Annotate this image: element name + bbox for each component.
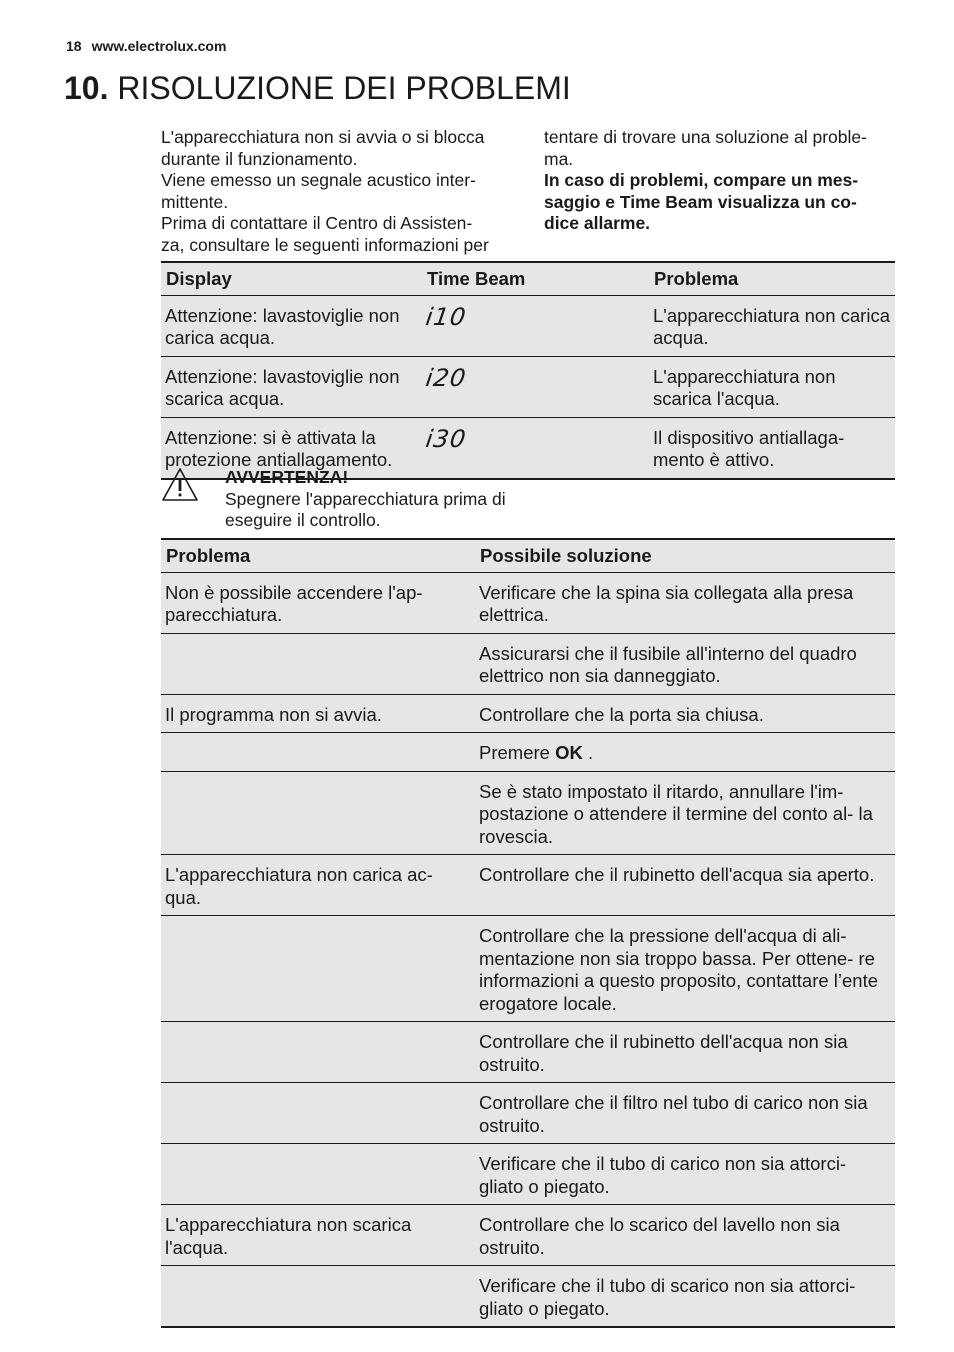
intro-bold-line: In caso di problemi, compare un mes- <box>544 170 859 190</box>
column-header-problem: Problema <box>649 262 895 295</box>
problem-cell <box>161 1266 475 1328</box>
intro-line: Prima di contattare il Centro di Assisten- <box>161 213 473 233</box>
table-row <box>161 1205 895 1266</box>
troubleshooting-table <box>161 538 895 1328</box>
problem-cell <box>161 733 475 772</box>
intro-line: mittente. <box>161 191 229 212</box>
table-row <box>161 855 895 916</box>
table-row <box>161 1022 895 1083</box>
intro-line: ma. <box>544 148 574 169</box>
solution-cell: Controllare che la pressione dell'acqua di ali- mentazione non sia troppo bassa. Per ottene- re informazioni a questo proposito, contattare l’ente erogatore locale. <box>475 916 895 1022</box>
intro-left-column <box>161 127 521 256</box>
problem-cell <box>161 1083 475 1144</box>
problem-cell: Il programma non si avvia. <box>161 694 475 733</box>
site-url[interactable]: www.electrolux.com <box>91 38 227 54</box>
problem-description: Il dispositivo antiallaga- mento è attivo. <box>649 417 895 479</box>
alarm-code: i30 <box>424 424 469 453</box>
solution-cell: Controllare che la porta sia chiusa. <box>475 694 895 733</box>
column-header-solution: Possibile soluzione <box>475 539 895 572</box>
ok-button-label: OK <box>555 742 583 763</box>
table-row <box>161 733 895 772</box>
section-title <box>64 68 571 108</box>
display-message: Attenzione: si è attivata la protezione antiallagamento. <box>161 417 422 479</box>
problem-cell <box>161 916 475 1022</box>
solution-cell: Verificare che il tubo di scarico non sia attorci- gliato o piegato. <box>475 1266 895 1328</box>
intro-line: tentare di trovare una soluzione al proble- <box>544 127 867 147</box>
column-header-problem: Problema <box>161 539 475 572</box>
solution-cell <box>475 733 895 772</box>
intro-line: L'apparecchiatura non si avvia o si blocca <box>161 127 485 147</box>
alarm-code: i10 <box>424 302 469 331</box>
column-header-time-beam: Time Beam <box>422 262 649 295</box>
solution-cell: Assicurarsi che il fusibile all'interno del quadro elettrico non sia danneggiato. <box>475 633 895 694</box>
display-message: Attenzione: lavastoviglie non scarica acqua. <box>161 356 422 417</box>
problem-cell: L'apparecchiatura non carica ac- qua. <box>161 855 475 916</box>
intro-right-column <box>544 127 904 235</box>
column-header-display: Display <box>161 262 422 295</box>
warning-text <box>225 467 545 532</box>
solution-cell: Controllare che il filtro nel tubo di carico non sia ostruito. <box>475 1083 895 1144</box>
table-header-row <box>161 262 895 295</box>
alarm-code: i20 <box>424 363 469 392</box>
table-row <box>161 1083 895 1144</box>
table-row <box>161 694 895 733</box>
solution-text: . <box>582 742 594 763</box>
table-header-row <box>161 539 895 572</box>
solution-cell: Controllare che il rubinetto dell'acqua non sia ostruito. <box>475 1022 895 1083</box>
warning-triangle-icon <box>161 467 199 503</box>
solution-cell: Verificare che la spina sia collegata alla presa elettrica. <box>475 572 895 633</box>
intro-bold-line: saggio e Time Beam visualizza un co- <box>544 191 857 212</box>
table-row <box>161 572 895 633</box>
problem-description: L'apparecchiatura non scarica l'acqua. <box>649 356 895 417</box>
page-number: 18 <box>66 38 82 54</box>
table-row <box>161 1144 895 1205</box>
solution-text: Premere <box>479 742 556 763</box>
table-row <box>161 356 895 417</box>
display-message: Attenzione: lavastoviglie non carica acqua. <box>161 295 422 356</box>
intro-bold-line: dice allarme. <box>544 213 651 233</box>
intro-line: Viene emesso un segnale acustico inter- <box>161 170 476 190</box>
solution-cell: Controllare che il rubinetto dell'acqua sia aperto. <box>475 855 895 916</box>
solution-cell: Se è stato impostato il ritardo, annullare l'im- postazione o attendere il termine del conto al- la rovescia. <box>475 771 895 855</box>
problem-cell: L'apparecchiatura non scarica l'acqua. <box>161 1205 475 1266</box>
problem-cell <box>161 633 475 694</box>
table-row <box>161 771 895 855</box>
problem-cell <box>161 1022 475 1083</box>
warning-body: Spegnere l'apparecchiatura prima di eseguire il controllo. <box>225 488 506 530</box>
solution-cell: Controllare che lo scarico del lavello non sia ostruito. <box>475 1205 895 1266</box>
section-number: 10. <box>64 70 109 106</box>
intro-line: durante il funzionamento. <box>161 148 358 169</box>
alarm-code-table <box>161 261 895 480</box>
intro-line: za, consultare le seguenti informazioni per <box>161 234 489 255</box>
table-row <box>161 916 895 1022</box>
table-row <box>161 1266 895 1328</box>
time-beam-code <box>422 356 649 417</box>
problem-cell: Non è possibile accendere l'ap- parecchiatura. <box>161 572 475 633</box>
problem-cell <box>161 1144 475 1205</box>
table-row <box>161 633 895 694</box>
table-row <box>161 295 895 356</box>
warning-title: AVVERTENZA! <box>225 467 349 487</box>
problem-cell <box>161 771 475 855</box>
solution-cell: Verificare che il tubo di carico non sia attorci- gliato o piegato. <box>475 1144 895 1205</box>
section-title-text: RISOLUZIONE DEI PROBLEMI <box>117 70 571 106</box>
page-header <box>66 38 226 54</box>
time-beam-code <box>422 295 649 356</box>
problem-description: L'apparecchiatura non carica acqua. <box>649 295 895 356</box>
